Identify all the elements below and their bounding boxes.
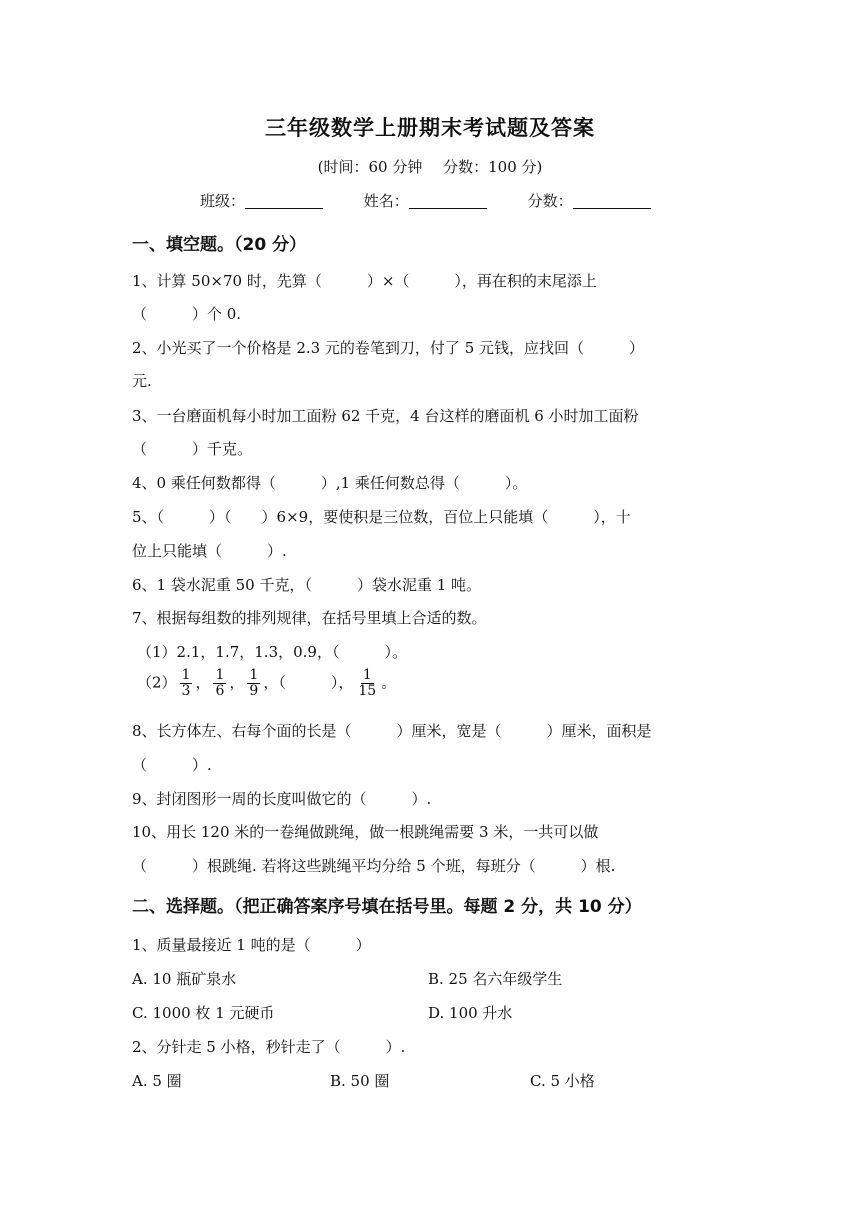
question-line: 6、1 袋水泥重 50 千克，（ ）袋水泥重 1 吨。: [132, 576, 482, 594]
question-line: （ ）个 0.: [132, 305, 242, 323]
question-line: 4、0 乘任何数都得（ ）,1 乘任何数总得（ ）。: [132, 474, 528, 492]
question-line: 8、长方体左、右每个面的长是（ ）厘米，宽是（ ）厘米，面积是: [132, 722, 652, 740]
question-7-2-line: （2） $\frac{1}{3}$ ， $\frac{1}{6}$ ， $\frac{1}{9}$ ，（ ）， $\frac{1}{15}$ 。: [137, 667, 397, 699]
question-line: （ ）根跳绳. 若将这些跳绳平均分给 5 个班，每班分（ ）根.: [132, 857, 616, 875]
question-line: 5、（ ）（ ）6×9，要使积是三位数，百位上只能填（ ），十: [132, 508, 631, 526]
option-b[interactable]: B. 50 圈: [330, 1072, 390, 1090]
option-c[interactable]: C. 1000 枚 1 元硬币: [132, 1004, 275, 1022]
class-field[interactable]: 班级：: [200, 190, 323, 211]
question-line: 7、根据每组数的排列规律，在括号里填上合适的数。: [132, 609, 487, 627]
fraction: $\frac{1}{6}$: [215, 667, 225, 699]
question-line: （ ）千克。: [132, 440, 253, 458]
question-line: 2、分针走 5 小格，秒针走了（ ）.: [132, 1038, 406, 1056]
option-a[interactable]: A. 5 圈: [132, 1072, 182, 1090]
fraction: $\frac{1}{3}$: [181, 667, 191, 699]
question-line: 9、封闭图形一周的长度叫做它的（ ）.: [132, 790, 432, 808]
question-line: 2、小光买了一个价格是 2.3 元的卷笔到刀，付了 5 元钱，应找回（ ）: [132, 339, 645, 357]
question-line: 元.: [132, 372, 152, 390]
question-line: 1、计算 50×70 时，先算（ ）×（ ），再在积的末尾添上: [132, 272, 597, 290]
fraction: $\frac{1}{15}$: [358, 667, 377, 699]
time-info: (时间：60 分钟: [317, 158, 423, 176]
option-d[interactable]: D. 100 升水: [428, 1004, 513, 1022]
section-heading-multiple-choice: 二、选择题。（把正确答案序号填在括号里。每题 2 分，共 10 分）: [132, 897, 642, 917]
page-title: 三年级数学上册期末考试题及答案: [265, 116, 595, 140]
question-line: （ ）.: [132, 756, 212, 774]
option-a[interactable]: A. 10 瓶矿泉水: [132, 970, 237, 988]
section-heading-fill-in: 一、填空题。（20 分）: [132, 235, 307, 255]
question-line: 10、用长 120 米的一卷绳做跳绳，做一根跳绳需要 3 米，一共可以做: [132, 823, 599, 841]
question-line: 位上只能填（ ）.: [132, 542, 287, 560]
score-blank[interactable]: [573, 192, 651, 209]
fraction: $\frac{1}{9}$: [249, 667, 259, 699]
option-b[interactable]: B. 25 名六年级学生: [428, 970, 563, 988]
name-blank[interactable]: [409, 192, 487, 209]
exam-meta: [0, 156, 860, 177]
option-c[interactable]: C. 5 小格: [530, 1072, 595, 1090]
name-field[interactable]: 姓名：: [364, 190, 487, 211]
student-info-line: [200, 190, 687, 211]
question-line: （1）2.1，1.7，1.3，0.9，（ ）。: [137, 643, 407, 661]
score-field[interactable]: 分数：: [528, 190, 651, 211]
score-info: 分数：100 分): [443, 158, 543, 176]
question-line: 3、一台磨面机每小时加工面粉 62 千克，4 台这样的磨面机 6 小时加工面粉: [132, 407, 639, 425]
class-blank[interactable]: [245, 192, 323, 209]
answer-blank[interactable]: （ ）: [278, 673, 339, 692]
question-line: 1、质量最接近 1 吨的是（ ）: [132, 936, 371, 954]
